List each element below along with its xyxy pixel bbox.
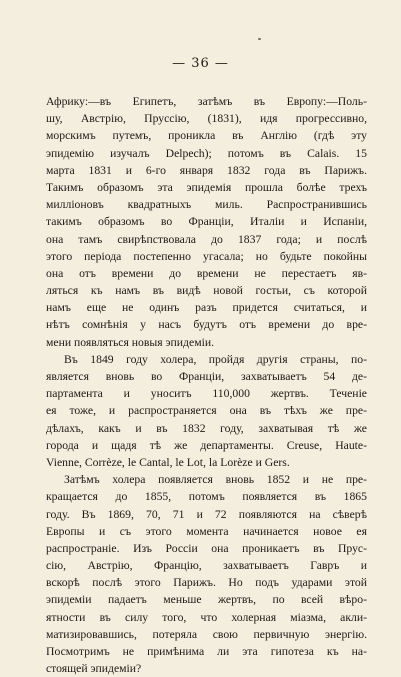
page-number: — 36 — xyxy=(172,56,229,71)
paragraph-1 xyxy=(46,93,367,351)
text-line: марта 1831 и 6-го января 1832 года въ Парижъ. xyxy=(46,163,367,177)
text-line: Vienne, Corrèze, le Cantal, le Lot, la Lorèze и Gers. xyxy=(46,455,290,469)
text-line: партамента и уноситъ 110,000 жертвъ. Теченіе xyxy=(46,387,367,401)
text-line: сію, Австрію, Францію, захватываетъ Гавръ и xyxy=(46,559,367,573)
text-line: кращается до 1855, потомъ появляется въ 1865 xyxy=(46,490,367,504)
text-line: распространіе. Изъ Россіи она проникаетъ въ Прус- xyxy=(46,541,367,555)
paragraph-2 xyxy=(46,351,367,471)
text-line: ея тоже, и распространяется она въ тѣхъ же пре- xyxy=(46,404,367,418)
text-line: Европы и съ этого момента начинается новое ея xyxy=(46,524,367,538)
body-text xyxy=(46,93,367,677)
text-line: эпидемію изучалъ Delpech); потомъ въ Calais. 15 xyxy=(46,146,367,160)
text-line: является вновь во Франціи, захватываетъ 54 де- xyxy=(46,370,367,383)
text-line: нѣтъ сомнѣнія у насъ будутъ отъ времени до вре- xyxy=(46,318,367,332)
text-line: году. Въ 1869, 70, 71 и 72 появляются на сѣверѣ xyxy=(46,507,367,521)
text-line: Посмотримъ не примѣнима ли эта гипотеза къ на- xyxy=(46,645,367,658)
text-line: милліоновъ квадратныхъ миль. Распространившись xyxy=(46,198,367,212)
text-line: вскорѣ послѣ этого Парижъ. Но подъ ударами этой xyxy=(46,576,367,590)
text-line: намъ еще не одинъ разъ придется считаться, и xyxy=(46,301,367,315)
text-line: стоящей эпидеміи? xyxy=(46,662,142,676)
text-line: шу, Австрію, Пруссію, (1831), идя прогрессивно, xyxy=(46,112,367,126)
text-line: мени появляться новыя эпидеміи. xyxy=(46,335,215,349)
text-line: матизировавшись, потеряла свою первичную энергію. xyxy=(46,627,367,641)
text-line: Такимъ образомъ эта эпидемія прошла болѣе трехъ xyxy=(46,180,367,194)
text-line: города и щадя тѣ же департаменты. Creuse, Haute- xyxy=(46,438,367,452)
text-line: она тамъ свирѣпствовала до 1837 года; и послѣ xyxy=(46,232,367,246)
text-line: она отъ времени до времени не перестаетъ яв- xyxy=(46,266,367,280)
text-line: ляться къ намъ въ видѣ новой гостьи, съ которой xyxy=(46,284,367,298)
ink-speck xyxy=(258,38,261,40)
text-line: дѣлахъ, какъ и въ 1832 году, захватывая тѣ же xyxy=(46,421,367,435)
paragraph-3 xyxy=(46,471,367,677)
text-line: этого періода постепенно угасала; но будьте покойны xyxy=(46,249,367,263)
text-line: эпидеміи падаетъ меньше жертвъ, по всей вѣро- xyxy=(46,593,367,607)
text-line: Затѣмъ холера появляется вновь 1852 и не пре- xyxy=(64,473,367,487)
text-line: такимъ образомъ во Франціи, Италіи и Испаніи, xyxy=(46,215,367,229)
text-line: Въ 1849 году холера, пройдя другія страны, по- xyxy=(64,352,367,366)
text-line: морскимъ путемъ, проникла въ Англію (гдѣ эту xyxy=(46,129,367,143)
text-line: ятности въ силу того, что холерная міазма, акли- xyxy=(46,610,367,624)
text-line: Африку:—въ Египетъ, затѣмъ въ Европу:—Поль- xyxy=(46,95,367,108)
